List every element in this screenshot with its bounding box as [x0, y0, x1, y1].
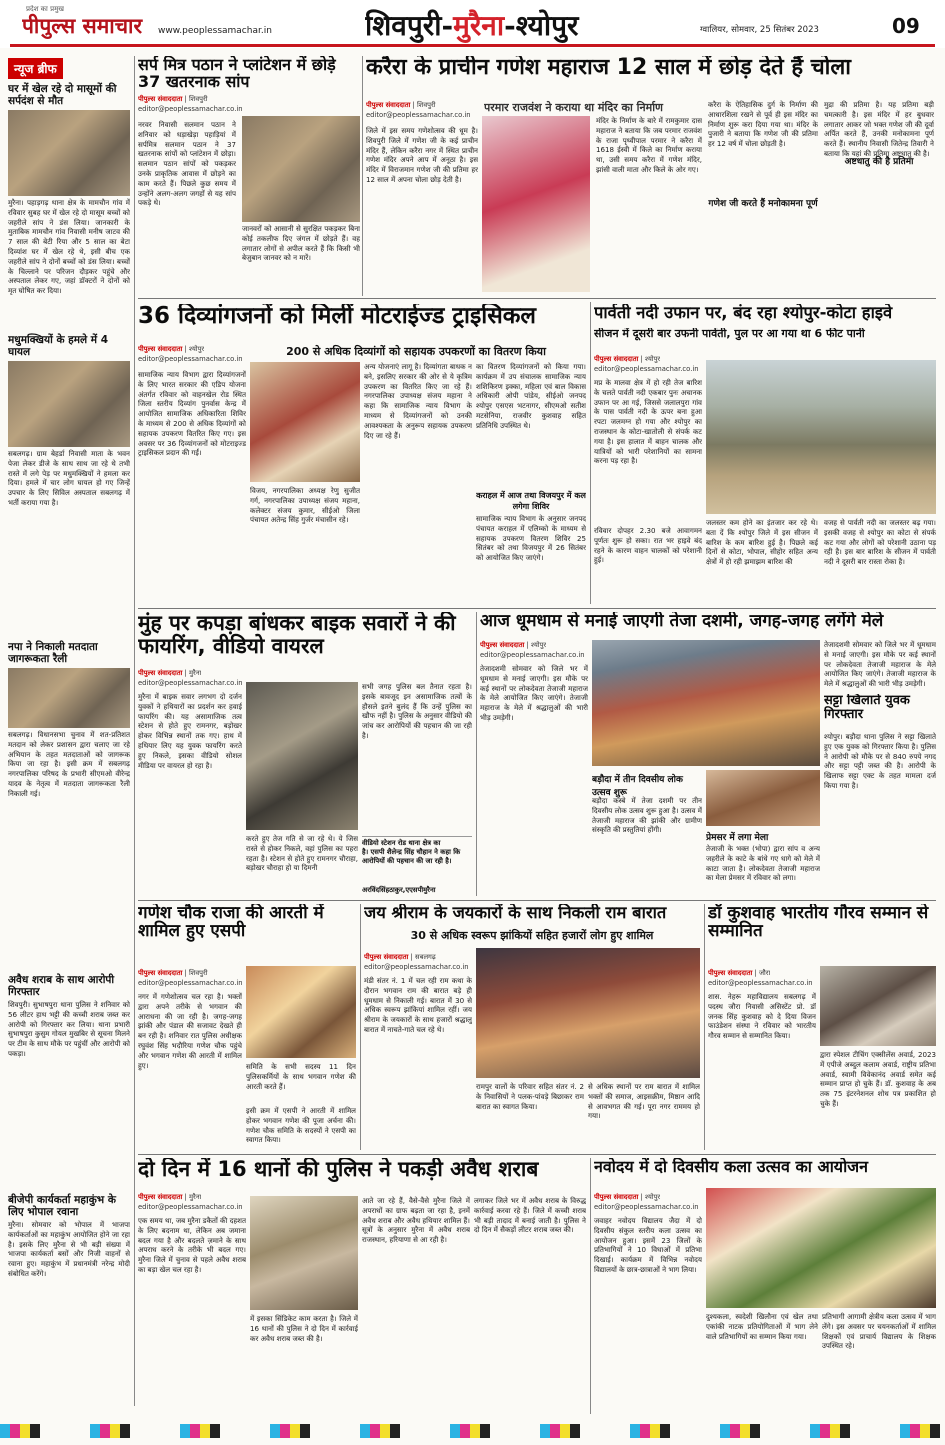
- story-body: बड़ौदा कस्बे में तेजा दशमी पर तीन दिवसीय लोक उत्सव शुरू हुआ है। उत्सव में तेजाजी महाराज की झांकी और ग्रामीण संस्कृति की प्रस्तुतियां होंगी।: [592, 796, 702, 835]
- brief-headline: बीजेपी कार्यकर्ता महाकुंभ के लिए भोपाल रवाना: [8, 1194, 116, 1218]
- subhead: 30 से अधिक स्वरूप झांकियों सहित हजारों लोग हुए शामिल: [410, 929, 654, 942]
- byline-name: पीपुल्स संवाददाता: [594, 355, 639, 363]
- photo-caption: विजय, नगरपालिका अध्यक्ष रेणु सुजीत गर्ग, नगरपालिका उपाध्यक्ष संजय महाना, कलेक्टर संजय कुमार, सीईओ जिला पंचायत अतेन्द्र सिंह गुर्जर मंचासीन रहे।: [250, 486, 360, 525]
- photo-caption: बड़ौदा में तीन दिवसीय लोक उत्सव शुरू: [592, 775, 683, 798]
- byline: पीपुल्स संवाददाता | शिवपुरी: [366, 101, 436, 109]
- brief-body: मुरैना। सोमवार को भोपाल में भाजपा कार्यकर्ताओं का महाकुंभ आयोजित होने जा रहा है। इसके लिए मुरैना से भी बड़ी संख्या में भाजपा कार्यकर्ता बसों और निजी वाहनों से रवाना हुए। महाकुंभ में प्रधानमंत्री नरेन्द्र मोदी संबोधित करेंगे।: [8, 1220, 130, 1278]
- story-body: तेजाजी के भक्त (भोपा) द्वारा सांप व अन्य जहरीले के काटे के बांधे गए धागे को मेले में काटा जाता है। लोकदेवता तेजाजी महाराज का मेला प्रेमसर में रविवार को लगा।: [706, 844, 820, 883]
- brief-body: शिवपुरी। सुभाषपुरा थाना पुलिस ने शनिवार को 56 लीटर हाथ भट्टी की कच्ची शराब जब्त कर आरोपी को गिरफ्तार कर लिया। थाना प्रभारी सुभाषपुरा कुसुम गोयल मुखबिर से सूचना मिलने पर टीम के साथ मौके पर पहुंचीं और आरोपी को पकड़ा।: [8, 1000, 130, 1058]
- byline: पीपुल्स संवाददाता | मुरैना: [138, 669, 202, 677]
- story-bike-firing: [138, 612, 472, 896]
- email[interactable]: editor@peoplessamachar.co.in: [366, 111, 471, 119]
- page-number: 09: [892, 14, 920, 38]
- byline-name: पीपुल्स संवाददाता: [138, 669, 183, 677]
- story-body: तेजादशमी सोमवार को जिले भर में धूमधाम से मनाई जाएगी। इस मौके पर कई स्थानों पर लोकदेवता तेजाजी महाराज के मेले आयोजित किए जाएंगे। तेजाजी महाराज के मेले में श्रद्धालुओं की भारी भीड़ उमड़ेगी।: [480, 664, 588, 722]
- headline: नवोदय में दो दिवसीय कला उत्सव का आयोजन: [594, 1158, 868, 1176]
- brief-photo: [8, 361, 130, 447]
- byline: पीपुल्स संवाददाता | श्योपुर: [138, 345, 205, 353]
- story-body: शास. नेहरू महाविद्यालय सबलगढ़ में पदस्थ जौरा निवासी असिस्टेंट प्रो. डॉ जनक सिंह कुशवाह को दे दिया विजन फाउंडेशन संस्था ने रविवार को भारतीय गौरव सम्मान से सम्मानित किया।: [708, 992, 816, 1041]
- story-photo: [246, 682, 358, 830]
- subhead: सट्टा खिलाते युवक गिरफ्तार: [824, 694, 910, 723]
- story-body: अन्य योजनाएं लागू है। दिव्यांगता बाधक न बने, इसलिए सरकार की ओर से ये कृत्रिम उपकरण का वितरित किए जा रहे हैं। नगरपालिका उपाध्यक्ष संजय महाना ने कहा कि सामाजिक न्याय विभाग के माध्यम से दिव्यांगजनों को उनकी आवश्यकता के अनुरूप सहायक उपकरण दिए जा रहे हैं।: [364, 362, 472, 440]
- section-divider: [138, 298, 936, 299]
- story-body: रविवार दोपहर 2.30 बजे आवागमन पूर्णतः शुरू हो सका। रात भर हाइवे बंद रहने के कारण वाहन चालकों को परेशानी हुई।: [594, 526, 702, 565]
- byline-place: मुरैना: [188, 1193, 202, 1201]
- headline: पार्वती नदी उफान पर, बंद रहा श्योपुर-कोटा हाइवे: [594, 304, 893, 322]
- news-brief-column: [8, 52, 130, 1412]
- story-body: इसी क्रम में एसपी ने आरती में शामिल होकर भगवान गणेश की पूजा अर्चना की। गणेश चौक समिति के सदस्यों ने एसपी का स्वागत किया।: [246, 1106, 356, 1145]
- email[interactable]: editor@peoplessamachar.co.in: [138, 105, 243, 113]
- story-navodaya-art: [594, 1158, 936, 1416]
- story-photo: [246, 966, 356, 1058]
- brief-label: [8, 58, 130, 79]
- quote-box: [362, 836, 472, 884]
- story-photo: [820, 966, 936, 1046]
- quote-line: वीडियो स्टेशन रोड थाना क्षेत्र का: [362, 839, 441, 847]
- subhead: परमार राजवंश ने कराया था मंदिर का निर्माण: [484, 101, 663, 114]
- headline: गणेश चौक राजा की आरती में शामिल हुए एसपी: [138, 904, 324, 942]
- story-photo: [482, 116, 590, 292]
- masthead-rule: [10, 44, 935, 47]
- brief-photo: [8, 110, 130, 196]
- story-body: लगाकर जिले भर में अवैध शराब के विरुद्ध कार्रवाई करवा रहे हैं। जिले में कच्ची शराब भी बड़ी तादाद में बनाई जाती है। पुलिस ने दो दिन में सैकड़ों लीटर शराब जब्त की।: [474, 1196, 586, 1235]
- section-title: [365, 6, 665, 44]
- column-divider: [704, 904, 705, 1150]
- column-divider: [134, 56, 135, 1406]
- story-body: आते जा रहे हैं, वैसे-वैसे मुरैना जिले में अपराधों का ग्राफ बढ़ता जा रहा है, इनमें अवैध शराब और अवैध हथियार शामिल हैं। सूत्रों के अनुसार मुरैना में अवैध शराब राजस्थान, हरियाणा से आ रही है।: [362, 1196, 470, 1245]
- email[interactable]: editor@peoplessamachar.co.in: [594, 1203, 699, 1211]
- headline: जय श्रीराम के जयकारों के साथ निकली राम बारात: [364, 904, 667, 922]
- email[interactable]: editor@peoplessamachar.co.in: [138, 679, 243, 687]
- brief-headline: मधुमक्खियों के हमले में 4 घायल: [8, 334, 109, 358]
- story-body: द्वारा स्पेशल टीचिंग एक्सीलेंस अवार्ड, 2023 में एपीजे अब्दुल कलाम अवार्ड, राष्ट्रीय प्रतिभा अवार्ड, स्वामी विवेकानंद अवार्ड समेत कई सम्मान प्राप्त हो चुके हैं। डॉ. कुशवाह के अब तक 75 इंटरनेशनल शोध पत्र प्रकाशित हो चुके हैं।: [820, 1050, 936, 1108]
- subhead: सीजन में दूसरी बार उफनी पार्वती, पुल पर आ गया था 6 फीट पानी: [594, 328, 865, 340]
- byline-name: पीपुल्स संवाददाता: [138, 95, 183, 103]
- byline-place: जौरा: [758, 969, 771, 977]
- photo-caption: दुश्यकला, स्वदेशी खिलौना एवं खेल तथा एकांकी नाटक प्रतियोगिताओं में भाग लेने वाले प्रतिभागियों का सम्मान किया गया।: [706, 1312, 818, 1341]
- byline-name: पीपुल्स संवाददाता: [138, 345, 183, 353]
- byline-name: पीपुल्स संवाददाता: [366, 101, 411, 109]
- story-body: जवाहर नवोदय विद्यालय जैदा में दो दिवसीय संकुल स्तरीय कला उत्सव का आयोजन हुआ। इसमें 23 जिलों के प्रतिभागियों ने 10 विधाओं में प्रतिभा दिखाई। कार्यक्रम में विभिन्न नवोदय विद्यालयों के छात्र-छात्राओं ने भाग लिया।: [594, 1216, 702, 1274]
- story-body: प्रतिभागी आगामी क्षेत्रीय कला उत्सव में भाग लेंगे। इस अवसर पर चयनकर्ताओं में शामिल शिक्षकों एवं प्राचार्य विद्यालय के शिक्षक उपस्थित रहे।: [822, 1312, 936, 1351]
- byline-place: श्योपुर: [644, 355, 661, 363]
- headline: 36 दिव्यांगजनों को मिलीं मोटराईज्ड ट्राइसिकल: [138, 304, 537, 329]
- brief-photo: [8, 668, 130, 728]
- story-body: वजह से पार्वती नदी का जलस्तर बढ़ गया। इसकी वजह से श्योपुर का कोटा से संपर्क कट गया और लोगों को परेशानी उठाना पड़ रही है। इस बार बारिश के सीजन में पार्वती नदी ने दूसरी बार रास्ता रोका है।: [824, 518, 936, 567]
- story-body: मुरैना में बाइक सवार लगभग दो दर्जन युवकों ने हथियारों का प्रदर्शन कर हवाई फायरिंग की। यह असामाजिक तत्व स्टेशन से होते हुए रामनगर, बड़ोखर होकर विभिन्न स्थानों तक गए। हाथ में हथियार लिए यह युवक फायरिंग करते हुए निकले, इसका वीडियो सोशल मीडिया पर वायरल हो रहा है।: [138, 692, 242, 770]
- color-registration-bar: [0, 1424, 945, 1438]
- headline: मुंह पर कपड़ा बांधकर बाइक सवारों ने की फायरिंग, वीडियो वायरल: [138, 612, 456, 658]
- section-title-shivpuri: शिवपुरी-: [365, 9, 454, 42]
- brief-headline: अवैध शराब के साथ आरोपी गिरफ्तार: [8, 974, 115, 998]
- byline: पीपुल्स संवाददाता | शिवपुरी: [138, 969, 208, 977]
- story-illegal-liquor: [138, 1158, 586, 1416]
- byline-name: पीपुल्स संवाददाता: [138, 969, 183, 977]
- byline: पीपुल्स संवाददाता | जौरा: [708, 969, 771, 977]
- section-divider: [138, 608, 936, 609]
- byline-name: पीपुल्स संवाददाता: [138, 1193, 183, 1201]
- story-body: नरवर निवासी सलमान पठान ने शनिवार को धड़ाखेड़ा पहाड़ियां में सर्पमित्र सलमान पठान ने 37 खतरनाक सांपों को प्लांटेशन में छोड़ा। सलमान पठान सांपों को पकड़कर उनके प्राकृतिक आवास में छोड़ने का काम करते हैं। पिछले कुछ समय में उन्होंने अलग-अलग जगहों से यह सांप पकड़े थे।: [138, 120, 236, 208]
- column-divider: [590, 1158, 591, 1414]
- byline-name: पीपुल्स संवाददाता: [364, 953, 409, 961]
- headline: डॉ कुशवाह भारतीय गौरव सम्मान से सम्मानित: [708, 904, 929, 942]
- byline-place: शिवपुरी: [416, 101, 436, 109]
- byline-place: सबलगढ़: [414, 953, 436, 961]
- story-photo: [250, 362, 360, 482]
- column-divider: [360, 904, 361, 1150]
- story-photo: [592, 640, 820, 766]
- story-ganesh-chowk: [138, 904, 356, 1150]
- story-body: तेजादशमी सोमवार को जिले भर में धूमधाम से मनाई जाएगी। इस मौके पर कई स्थानों पर लोकदेवता तेजाजी महाराज के मेले आयोजित किए जाएंगे। तेजाजी महाराज के मेले में श्रद्धालुओं की भारी भीड़ उमड़ेगी।: [824, 640, 936, 689]
- story-tricycle: [138, 304, 586, 604]
- story-body: मंडी संतर नं. 1 में चल रही राम कथा के दौरान भगवान राम की बारात बड़े ही धूमधाम से निकाली गई। बारात में 30 से अधिक स्वरूप झांकियां शामिल रहीं। जय श्रीराम के जयकारों के साथ हजारों श्रद्धालु बारात में नाचते-गाते चल रहे थे।: [364, 976, 472, 1034]
- masthead: [0, 0, 945, 48]
- brief-tag: न्यूज ब्रीफ: [8, 58, 63, 79]
- quote-line: आरोपियों की पहचान की जा रही है।: [362, 857, 452, 865]
- headline: करैरा के प्राचीन गणेश महाराज 12 साल में छोड़ देते हैं चोला: [366, 56, 851, 80]
- email[interactable]: editor@peoplessamachar.co.in: [138, 979, 243, 987]
- section-title-sheopur: -श्योपुर: [504, 9, 579, 42]
- subhead: गणेश जी करते हैं मनोकामना पूर्ण: [708, 199, 818, 209]
- site-url[interactable]: www.peoplessamachar.in: [158, 26, 272, 36]
- email[interactable]: editor@peoplessamachar.co.in: [138, 1203, 243, 1211]
- byline: पीपुल्स संवाददाता | शिवपुरी: [138, 95, 208, 103]
- headline: सर्प मित्र पठान ने प्लांटेशन में छोड़े 37 खतरनाक सांप: [138, 56, 336, 92]
- subhead: कराहल में आज तथा विजयपुर में कल लगेगा शिविर: [476, 491, 586, 511]
- photo-caption: जलस्तर कम होने का इंतजार कर रहे थे। बता दें कि श्योपुर जिले में इस सीजन में बारिश के कम बारिश हुई है। पिछले कई दिनों से कोटा, भोपाल, सीहोर सहित अन्य क्षेत्रों में हो रही झमाझम बारिश की: [706, 518, 818, 567]
- story-photo: [706, 1188, 936, 1308]
- byline-place: श्योपुर: [644, 1193, 661, 1201]
- brief-headline: घर में खेल रहे दो मासूमों की सर्पदंश से मौत: [8, 83, 117, 107]
- section-divider: [138, 1154, 936, 1155]
- byline: पीपुल्स संवाददाता | सबलगढ़: [364, 953, 436, 961]
- email[interactable]: editor@peoplessamachar.co.in: [708, 979, 813, 987]
- brief-body: सबलगढ़। ग्राम बेहर्डा निवासी माता के भवन पेजा लेकर डीजे के साथ साथ जा रहे थे तभी रास्ते में लगे पेड़ पर मधुमक्खियों ने हमला कर दिया। हमले में चार लोग घायल हो गए जिन्हें उपचार के लिए सिविल अस्पताल सबलगढ़ में भर्ती कराया गया है।: [8, 449, 130, 507]
- dateline: ग्वालियर, सोमवार, 25 सितंबर 2023: [700, 25, 819, 35]
- byline: पीपुल्स संवाददाता | श्योपुर: [480, 641, 547, 649]
- quote-signature: अरविंदसिंहठाकुर,एएसपीमुरैना: [362, 886, 436, 894]
- story-body: नगर में गणेशोत्सव चल रहा है। भक्तों द्वारा अपने तरीके से भगवान की आराधना की जा रही है। जगह-जगह झांकी और पंडाल की सजावट देखते ही बन रही है। शनिवार रात पुलिस अधीक्षक रघुवंश सिंह भदौरिया गणेश चौक पहुंचे और भगवान गणेश की आरती में शामिल हुए।: [138, 992, 242, 1070]
- byline-name: पीपुल्स संवाददाता: [708, 969, 753, 977]
- story-body: मंदिर के निर्माण के बारे में रामकुमार दास महाराज ने बताया कि जब परमार राजवंश के राजा पृथ्वीपाल परमार ने करैरा में 1618 ईस्वी में किले का निर्माण कराया था, उसी समय करैरा में गणेश मंदिर, झांसी वाली माता और किले के ओर गए।: [596, 116, 702, 174]
- story-body: श्योपुर। बड़ौदा थाना पुलिस ने सट्टा खिलाते हुए एक युवक को गिरफ्तार किया है। पुलिस ने आरोपी को मौके पर से 840 रुपये नगद और सट्टा पट्टी जब्त की है। आरोपी के खिलाफ सट्टा एक्ट के तहत मामला दर्ज किया गया है।: [824, 732, 936, 790]
- story-body: एक समय था, जब मुरैना डकैतों की दहशत के लिए बदनाम था, लेकिन अब जमाना बदल गया है और बदलते ज़माने के साथ अपराध करने के तरीके भी बदल गए। मुरैना जिले में चुनाव से पहले अवैध शराब का बड़ा खेल चल रहा है।: [138, 1216, 246, 1274]
- story-body: मुद्रा की प्रतिमा है। यह प्रतिमा बड़ी चमत्कारी है। इस मंदिर में हर बुधवार लगातार आकर जो भक्त गणेश जी की दूर्वा अर्पित करते हैं, उनकी मनोकामना पूर्ण करते हैं। स्थानीय निवासी जितेन्द्र तिवारी ने बताया कि यहां की प्रतिमा अष्टधातु की है।: [824, 100, 934, 158]
- story-body: से अधिक स्थानों पर राम बारात में शामिल भक्तों की समाज, आइसक्रीम, मिष्ठान आदि से आवभगत की गई। पूरा नगर राममय हो गया।: [588, 1082, 700, 1121]
- quote-line: है। एसपी शैलेन्द्र सिंह चौहान ने कहा कि: [362, 848, 461, 856]
- subhead: 200 से अधिक दिव्यांगों को सहायक उपकरणों का वितरण किया: [286, 345, 546, 358]
- story-photo: [706, 360, 936, 514]
- photo-caption: समिति के सभी सदस्य 11 दिन पुलिसकर्मियों के साथ भगवान गणेश की आरती करते हैं।: [246, 1062, 356, 1091]
- byline-name: पीपुल्स संवाददाता: [480, 641, 525, 649]
- section-divider: [138, 900, 936, 901]
- email[interactable]: editor@peoplessamachar.co.in: [480, 651, 585, 659]
- story-body: रामपुर वालों के परिवार सहित संतर नं. 2 के निवासियों ने पलक-पांवड़े बिछाकर राम बारात का स्वागत किया।: [476, 1082, 584, 1111]
- story-photo: [706, 770, 820, 826]
- section-title-morena: मुरैना: [453, 9, 505, 42]
- photo-caption: जानवरों को आसानी से सुरक्षित पकड़कर बिना कोई तकलीफ दिए जंगल में छोड़ते हैं। वह लगातार लोगों से अपील करते हैं कि किसी भी बेजुबान जानवर को न मारें।: [242, 224, 360, 263]
- byline-place: शिवपुरी: [188, 95, 208, 103]
- byline: पीपुल्स संवाददाता | श्योपुर: [594, 355, 661, 363]
- logo: पीपुल्स समाचार: [22, 13, 143, 38]
- photo-caption: में इसका सिंडिकेट काम करता है। जिले में 16 थानों की पुलिस ने दो दिन में कार्रवाई कर अवैध शराब जब्त की है।: [250, 1314, 358, 1343]
- byline: पीपुल्स संवाददाता | श्योपुर: [594, 1193, 661, 1201]
- email[interactable]: editor@peoplessamachar.co.in: [364, 963, 469, 971]
- story-parvati-river: [594, 304, 936, 604]
- logo-tagline: प्रदेश का प्रमुख: [26, 5, 64, 13]
- story-teja-dashami: [480, 612, 936, 896]
- email[interactable]: editor@peoplessamachar.co.in: [594, 365, 699, 373]
- story-ram-barat: [364, 904, 700, 1150]
- story-body: जिले में इस समय गणेशोत्सव की धूम है। शिवपुरी जिले में गणेश जी के कई प्राचीन मंदिर हैं, लेकिन करैरा नगर में स्थित प्राचीन गणेश मंदिर अपने आप में अनूठा है। इस मंदिर में विराजमान गणेश जी की प्रतिमा हर 12 साल में अपना चोला छोड़ देती है।: [366, 126, 478, 184]
- brief-body: मुरैना। पहाड़गढ़ थाना क्षेत्र के मामचौन गांव में रविवार सुबह घर में खेल रहे दो मासूम बच्चों को जहरीले सांप ने डंस लिया। जानकारी के मुताबिक मामचौन गांव निवासी मनीष जाटव की 7 साल की बेटी रिया और 5 साल का बेटा दिव्यांश घर में खेल रहे थे, इसी बीच एक जहरीले सांप ने दोनों बच्चों को डंस लिया। बच्चों के चिल्लाने पर परिजन दौड़कर पहुंचे और अस्पताल लेकर गए, जहां डॉक्टरों ने दोनों को मृत घोषित कर दिया।: [8, 198, 130, 296]
- byline: पीपुल्स संवाददाता | मुरैना: [138, 1193, 202, 1201]
- column-divider: [590, 302, 591, 604]
- headline: दो दिन में 16 थानों की पुलिस ने पकड़ी अवैध शराब: [138, 1158, 539, 1181]
- story-body: करैरा के ऐतिहासिक दुर्ग के निर्माण की आधारशिला रखने से पूर्व ही इस मंदिर का निर्माण शुरू करा दिया गया था। मंदिर के पुजारी ने बताया कि गणेश जी की प्रतिमा हर 12 वर्ष में चोला छोड़ती है।: [708, 100, 818, 149]
- story-body: सामाजिक न्याय विभाग द्वारा दिव्यांगजनों के लिए भारत सरकार की एडिप योजना अंतर्गत रविवार को वाहनखेल रोड स्थित जिला स्तरीय दिव्यांग पुनर्वास केन्द्र में आयोजित सामाजिक अधिकारिता शिविर के माध्यम से 200 से अधिक दिव्यांगों को सहायक उपकरण वितरित किए गए। इस अवसर पर 36 दिव्यांगजनों को मोटराइज्ड ट्राइसिकल प्रदान की गईं।: [138, 370, 246, 458]
- story-body: सामाजिक न्याय विभाग के अनुसार जनपद पंचायत कराहल में एलिम्को के माध्यम से सहायक उपकरण वितरण शिविर 25 सितंबर को तथा विजयपुर में 26 सितंबर को आयोजित किए जाएंगे।: [476, 514, 586, 563]
- byline-place: श्योपुर: [188, 345, 205, 353]
- byline-place: श्योपुर: [530, 641, 547, 649]
- story-body: सभी जगह पुलिस बल तैनात रहता है। इसके बावजूद इन असामाजिक तत्वों के हौसले इतने बुलंद हैं कि उन्हें पुलिस का खौफ नहीं है। पुलिस के अनुसार वीडियो की जांच कर आरोपियों की पहचान की जा रही है।: [362, 682, 472, 740]
- headline: आज धूमधाम से मनाई जाएगी तेजा दशमी, जगह-जगह लगेंगे मेले: [480, 612, 884, 631]
- subhead: अष्टधातु की है प्रतिमा: [844, 157, 914, 167]
- story-photo: [250, 1196, 358, 1310]
- story-body: मप्र के मालवा क्षेत्र में हो रही तेज बारिश के चलते पार्वती नदी एकबार पुनः अचानक उफान पर आ गई, जिससे जलालपुरा गांव के पास पार्वती नदी के ऊपर बना हुआ रपटा जलमग्न हो गया और श्योपुर का राजस्थान के कोटा-खातोली से संपर्क कट गया है। इस हालात में बाहन चालक और यात्रियों को भारी परेशानियों का सामना करना पड़ रहा है।: [594, 378, 702, 466]
- story-body: का वितरण दिव्यांगजनों को किया गया। कार्यक्रम में उप संचालक सामाजिक न्याय शशिकिरण इक्का, महिला एवं बाल विकास अधिकारी ओपी पांडेय, सीईओ जनपद श्योपुर एसएस भटनागर, सीएमओ सतीश मटसेनिया, राजवीर कुशवाह सहित प्रतिनिधि उपस्थित थे।: [476, 362, 586, 430]
- photo-caption: करते हुए तेज गति से जा रहे थे। ये जिस रास्ते से होकर निकले, वहां पुलिस का पहरा रहता है। स्टेशन से होते हुए रामनगर चौराहा, बड़ोखर चौराहा हो या दिमनी: [246, 834, 358, 873]
- story-snake-rescue: [138, 56, 360, 294]
- brief-headline: नपा ने निकाली मतदाता जागरूकता रैली: [8, 641, 98, 665]
- story-photo: [476, 948, 700, 1078]
- column-divider: [476, 612, 477, 896]
- brief-body: सबलगढ़। विधानसभा चुनाव में शत-प्रतिशत मतदान को लेकर प्रशासन द्वारा चलाए जा रहे अभियान के तहत मतदाताओं को जागरूक किया जा रहा है। इसी क्रम में सबलगढ़ नगरपालिका परिषद के प्रभारी सीएमओ वीरेन्द्र यादव के नेतृत्व में मतदाता जागरूकता रैली निकाली गई।: [8, 730, 130, 798]
- subhead: प्रेमसर में लगा मेला: [706, 833, 769, 843]
- story-ganesh-temple: [366, 56, 936, 294]
- byline-place: मुरैना: [188, 669, 202, 677]
- byline-place: शिवपुरी: [188, 969, 208, 977]
- byline-name: पीपुल्स संवाददाता: [594, 1193, 639, 1201]
- email[interactable]: editor@peoplessamachar.co.in: [138, 355, 243, 363]
- story-photo: [242, 116, 360, 222]
- column-divider: [362, 56, 363, 296]
- story-dr-kushwah: [708, 904, 936, 1150]
